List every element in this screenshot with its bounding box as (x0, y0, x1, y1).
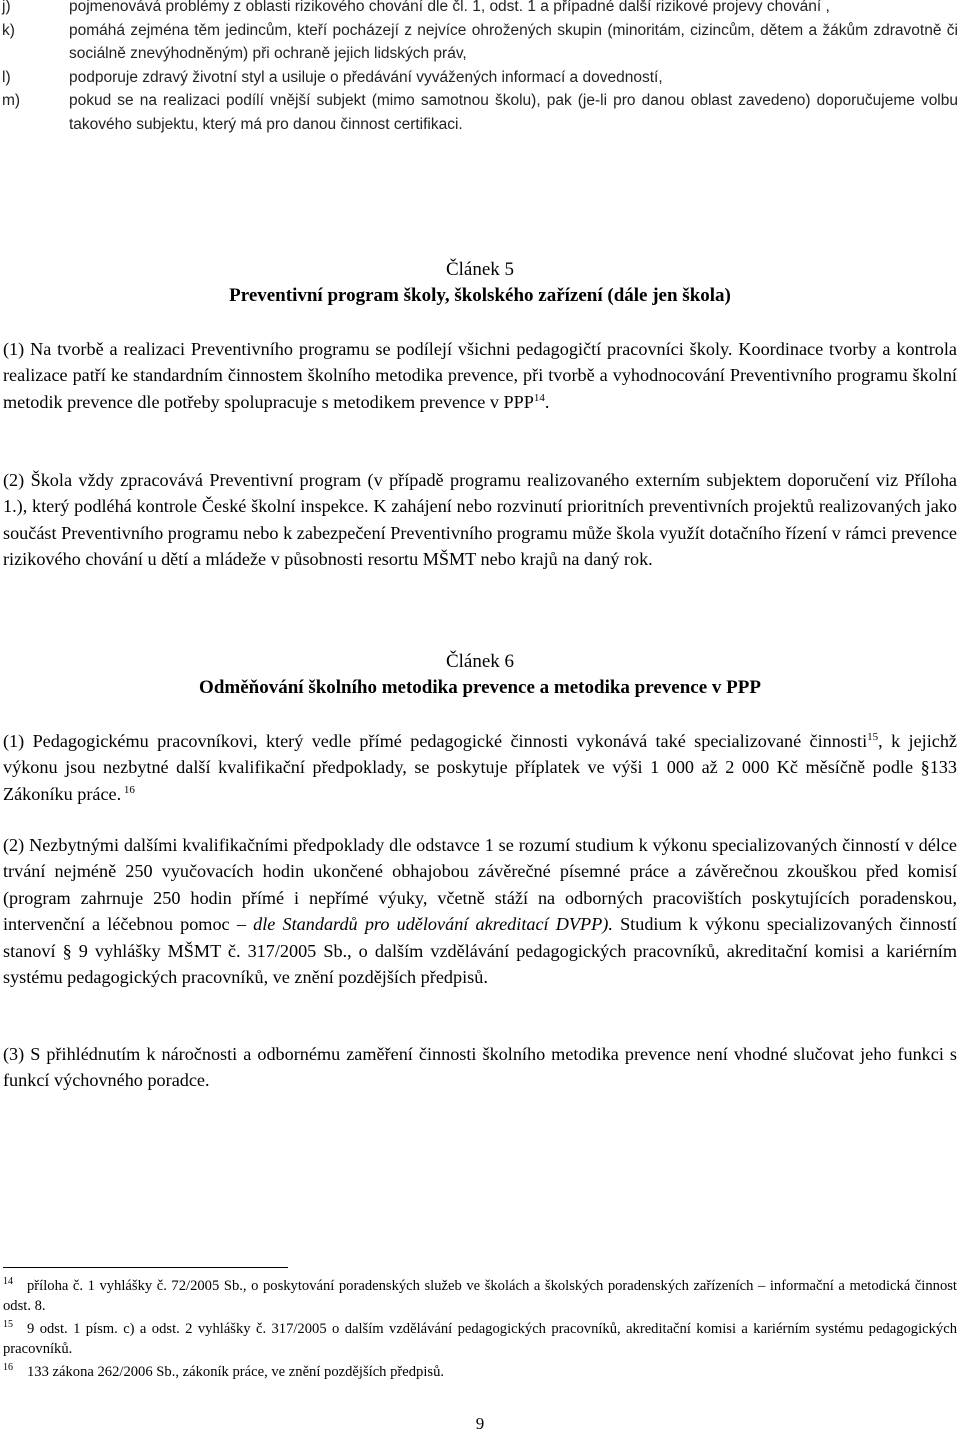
list-item-text: pojmenovává problémy z oblasti rizikového chování dle čl. 1, odst. 1 a případné další rizikové projevy chování , (69, 0, 830, 15)
page-number: 9 (475, 1414, 485, 1433)
list-item-text: pomáhá zejména těm jedincům, kteří pocházejí z nejvíce ohrožených skupin (minoritám, cizincům, dětem a žákům zdravotně či sociálně znevýhodněným) při ochraně jejich lidských práv, (69, 21, 958, 62)
footnote-15 (3, 1319, 957, 1359)
paragraph-text: , k jejichž výkonu jsou nezbytné další kvalifikační předpoklady, se poskytuje příplatek ve výši 1 000 až 2 000 Kč měsíčně podle §133 Zákoníku práce. (3, 731, 957, 804)
list-item-j (0, 0, 958, 19)
footnote-ref-15[interactable]: 15 (867, 730, 879, 743)
footnote-ref-14[interactable]: 14 (533, 391, 545, 404)
footnote-number: 15 (3, 1319, 13, 1331)
article-5-title: Preventivní program školy, školského zařízení (dále jen škola) (229, 285, 731, 306)
paragraph-text: (1) Na tvorbě a realizaci Preventivního programu se podílejí všichni pedagogičtí pracovníci školy. Koordinace tvorby a kontrola realizace patří ke standardním činnostem školního metodika prevence, při tvorbě a vyhodnocování Preventivního programu školní metodik prevence dle potřeby spolupracuje s metodikem prevence v PPP (3, 339, 957, 412)
article-5-heading (0, 257, 960, 309)
article-5-paragraph-2: (2) Škola vždy zpracovává Preventivní program (v případě programu realizovaného externím subjektem doporučení viz Příloha 1.), který podléhá kontrole České školní inspekce. K zahájení nebo rozvinutí prioritních preventivních projektů realizovaných jako součást Preventivního programu nebo k zabezpečení Preventivního programu může škola využít dotačního řízení v rámci prevence rizikového chování u dětí a mládeže v působnosti resortu MŠMT nebo krajů na daný rok. (3, 470, 957, 570)
article-6-paragraph-3: (3) S přihlédnutím k náročnosti a odbornému zaměření činnosti školního metodika prevence není vhodné slučovat jeho funkci s funkcí výchovného poradce. (3, 1044, 957, 1091)
paragraph-end: . (544, 391, 550, 412)
italic-reference: dle Standardů pro udělování akreditací DVPP). (253, 914, 613, 935)
footnotes (3, 1276, 957, 1385)
list-marker: j) (2, 0, 11, 15)
list-marker: m) (2, 92, 21, 109)
list-item-text: pokud se na realizaci podílí vnější subjekt (mimo samotnou školu), pak (je-li pro danou oblast zavedeno) doporučujeme volbu takového subjektu, který má pro danou činnost certifikaci. (69, 92, 958, 133)
list-item-text: podporuje zdravý životní styl a usiluje o předávání vyvážených informací a dovedností, (69, 68, 663, 86)
list-item-m (0, 89, 958, 136)
footnote-16 (3, 1362, 957, 1382)
article-6-paragraph-2 (3, 832, 957, 990)
paragraph-text: (2) Nezbytnými dalšími kvalifikačními předpoklady dle odstavce 1 se rozumí studium k výkonu specializovaných činností v délce trvání nejméně 250 vyučovacích hodin ukončené obhajobou závěrečné písemné práce a závěrečnou zkouškou před komisí (program zahrnuje 250 hodin přímé i nepřímé výuky, včetně stáží na odborných pracovištích poskytujících poradenskou, intervenční a léčebnou pomoc – (3, 835, 957, 935)
paragraph-text: (1) Pedagogickému pracovníkovi, který vedle přímé pedagogické činnosti vykonává také specializované činnosti (3, 731, 868, 751)
footnote-divider (3, 1267, 288, 1268)
footnote-ref-16[interactable]: 16 (121, 783, 135, 796)
paragraph-text: Studium k výkonu specializovaných činností stanoví § 9 vyhlášky MŠMT č. 317/2005 Sb., o dalším vzdělávání pedagogických pracovníků, akreditační komisi a kariérním systému pedagogických pracovníků, ve znění pozdějších předpisů. (3, 914, 957, 988)
article-5-number: Článek 5 (445, 259, 515, 280)
article-6-number: Článek 6 (445, 651, 515, 672)
criteria-list (0, 0, 958, 136)
footnote-number: 14 (3, 1276, 13, 1288)
list-item-k (0, 19, 958, 66)
footnote-text: příloha č. 1 vyhlášky č. 72/2005 Sb., o poskytování poradenských služeb ve školách a školských poradenských zařízeních – informační a metodická činnost odst. 8. (3, 1278, 957, 1314)
footnote-number: 16 (3, 1362, 13, 1374)
article-6-heading (0, 649, 960, 701)
footnote-text: 133 zákona 262/2006 Sb., zákoník práce, ve znění pozdějších předpisů. (27, 1364, 445, 1380)
list-marker: l) (2, 68, 11, 86)
footnote-14 (3, 1276, 957, 1316)
footnote-text: 9 odst. 1 písm. c) a odst. 2 vyhlášky č. 317/2005 o dalším vzdělávání pedagogických pracovníků, akreditační komisi a kariérním systému pedagogických pracovníků. (3, 1321, 957, 1357)
article-6-paragraph-1 (3, 728, 957, 807)
article-5-paragraph-1 (3, 336, 957, 415)
article-6-title: Odměňování školního metodika prevence a metodika prevence v PPP (199, 677, 761, 698)
list-item-l (0, 66, 958, 90)
list-marker: k) (2, 21, 15, 39)
